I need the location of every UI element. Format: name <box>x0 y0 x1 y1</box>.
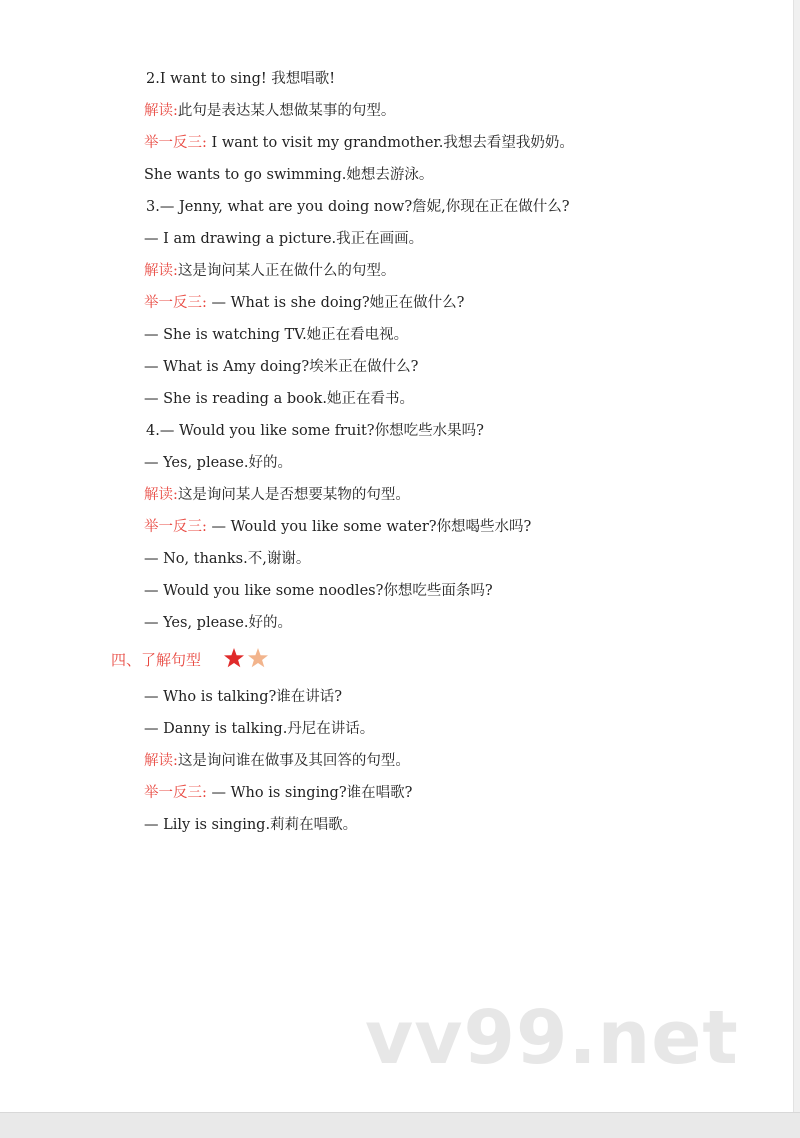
text-line-21 <box>144 751 410 771</box>
line-prefix: 解读: <box>144 753 178 769</box>
viewer-bottom-bar <box>0 1112 800 1138</box>
text-line-8 <box>144 293 464 313</box>
text-line-11 <box>144 389 414 409</box>
line-text: — What is Amy doing?埃米正在做什么? <box>144 359 419 375</box>
text-line-3 <box>144 133 574 153</box>
text-line-7 <box>144 261 395 281</box>
line-text: — Would you like some water?你想喝些水吗? <box>206 519 532 535</box>
line-prefix: 举一反三: <box>144 519 207 535</box>
line-text: 这是询问某人正在做什么的句型。 <box>177 263 396 279</box>
text-line-12 <box>146 421 484 441</box>
line-text: — Who is talking?谁在讲话? <box>144 689 343 705</box>
line-prefix: 举一反三: <box>144 295 207 311</box>
text-line-20 <box>144 719 374 739</box>
text-line-17 <box>144 581 493 601</box>
line-text: — She is reading a book.她正在看书。 <box>144 391 414 407</box>
text-line-4 <box>144 165 433 185</box>
line-text: I want to visit my grandmother.我想去看望我奶奶。 <box>206 135 574 151</box>
line-text: — Lily is singing.莉莉在唱歌。 <box>144 817 358 833</box>
line-text: — Yes, please.好的。 <box>144 615 292 631</box>
page-edge <box>793 0 800 1112</box>
text-line-10 <box>144 357 418 377</box>
line-prefix: 举一反三: <box>144 135 207 151</box>
text-line-22 <box>144 783 412 803</box>
line-text: 4.— Would you like some fruit?你想吃些水果吗? <box>146 423 484 439</box>
text-line-1 <box>146 69 335 89</box>
watermark: vv99.net <box>365 995 739 1081</box>
line-text: — I am drawing a picture.我正在画画。 <box>144 231 424 247</box>
line-text: — She is watching TV.她正在看电视。 <box>144 327 409 343</box>
section-heading: 四、了解句型 <box>111 651 202 669</box>
line-prefix: 解读: <box>144 103 178 119</box>
line-text: 这是询问谁在做事及其回答的句型。 <box>177 753 410 769</box>
text-line-23 <box>144 815 357 835</box>
line-prefix: 举一反三: <box>144 785 207 801</box>
text-line-5 <box>146 197 569 217</box>
line-text: 2.I want to sing! 我想唱歌! <box>146 71 336 87</box>
line-text: — Danny is talking.丹尼在讲话。 <box>144 721 375 737</box>
text-line-2 <box>144 101 395 121</box>
text-line-15 <box>144 517 531 537</box>
line-text: 3.— Jenny, what are you doing now?詹妮,你现在正在做什么? <box>146 199 570 215</box>
text-line-6 <box>144 229 423 249</box>
text-line-16 <box>144 549 310 569</box>
line-text: 这是询问某人是否想要某物的句型。 <box>177 487 410 503</box>
line-text: She wants to go swimming.她想去游泳。 <box>144 167 434 183</box>
line-text: — Would you like some noodles?你想吃些面条吗? <box>144 583 493 599</box>
line-text: — No, thanks.不,谢谢。 <box>144 551 311 567</box>
difficulty-stars <box>223 647 271 671</box>
line-text: — Who is singing?谁在唱歌? <box>206 785 413 801</box>
text-line-13 <box>144 453 292 473</box>
star-full-icon <box>224 648 244 667</box>
text-line-14 <box>144 485 410 505</box>
line-prefix: 解读: <box>144 263 178 279</box>
star-half-icon <box>248 648 268 667</box>
line-text: — Yes, please.好的。 <box>144 455 292 471</box>
line-text: 此句是表达某人想做某事的句型。 <box>177 103 396 119</box>
line-text: — What is she doing?她正在做什么? <box>206 295 465 311</box>
text-line-9 <box>144 325 408 345</box>
line-prefix: 解读: <box>144 487 178 503</box>
text-line-19 <box>144 687 342 707</box>
text-line-18 <box>144 613 292 633</box>
